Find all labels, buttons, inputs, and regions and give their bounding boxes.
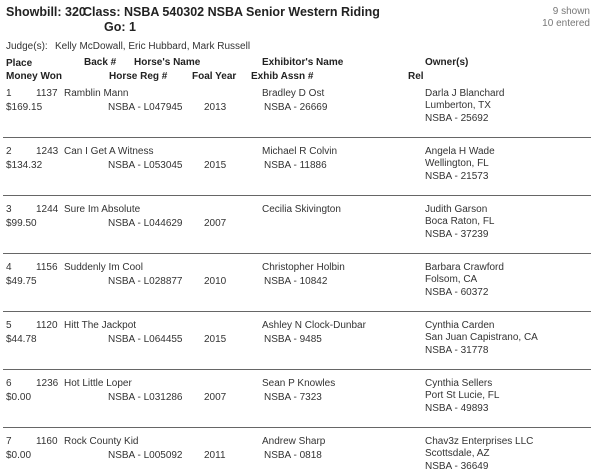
row-place: 6 (6, 378, 12, 389)
col-rel: Rel (408, 71, 424, 82)
row-owner-assn: NSBA - 31778 (425, 345, 489, 356)
row-separator (3, 195, 591, 196)
col-horse-reg: Horse Reg # (109, 71, 168, 82)
row-exhibitor-name: Michael R Colvin (262, 146, 338, 157)
row-exhibitor-name: Bradley D Ost (262, 88, 325, 99)
entered-count: 10 entered (542, 18, 590, 29)
row-exhibitor-name: Christopher Holbin (262, 262, 345, 273)
row-horse-reg: NSBA - L031286 (108, 392, 183, 403)
row-horse-reg: NSBA - L064455 (108, 334, 183, 345)
row-foal-year: 2007 (204, 392, 227, 403)
row-back-number: 1120 (36, 320, 58, 331)
row-owner-city: Wellington, FL (425, 158, 489, 169)
row-separator (3, 369, 591, 370)
judges-label: Judge(s): (6, 41, 48, 52)
col-exhibitor-name: Exhibitor's Name (262, 57, 344, 68)
col-owners: Owner(s) (425, 57, 469, 68)
row-back-number: 1156 (36, 262, 58, 273)
row-place: 1 (6, 88, 12, 99)
row-owner-assn: NSBA - 36649 (425, 461, 489, 472)
shown-count: 9 shown (552, 6, 590, 17)
row-money-won: $99.50 (6, 218, 37, 229)
col-horse-name: Horse's Name (134, 57, 201, 68)
row-horse-name: Ramblin Mann (64, 88, 129, 99)
row-foal-year: 2011 (204, 450, 226, 461)
row-horse-name: Can I Get A Witness (64, 146, 154, 157)
row-exhib-assn: NSBA - 11886 (264, 160, 327, 171)
row-owner-assn: NSBA - 25692 (425, 113, 489, 124)
row-place: 7 (6, 436, 12, 447)
showbill-number: Showbill: 320 (6, 5, 86, 19)
row-exhibitor-name: Sean P Knowles (262, 378, 336, 389)
row-back-number: 1137 (36, 88, 58, 99)
row-owner-city: Scottsdale, AZ (425, 448, 490, 459)
row-horse-name: Rock County Kid (64, 436, 139, 447)
col-money-won: Money Won (6, 71, 62, 82)
row-back-number: 1243 (36, 146, 59, 157)
row-exhib-assn: NSBA - 7323 (264, 392, 322, 403)
row-owner-assn: NSBA - 37239 (425, 229, 489, 240)
row-foal-year: 2007 (204, 218, 227, 229)
row-horse-name: Hitt The Jackpot (64, 320, 137, 331)
row-owner-name: Angela H Wade (425, 146, 495, 157)
row-place: 5 (6, 320, 12, 331)
row-horse-reg: NSBA - L047945 (108, 102, 183, 113)
row-back-number: 1244 (36, 204, 59, 215)
row-owner-name: Darla J Blanchard (425, 88, 505, 99)
row-owner-name: Cynthia Carden (425, 320, 495, 331)
row-owner-city: Folsom, CA (425, 274, 478, 285)
col-place: Place (6, 58, 33, 69)
row-place: 2 (6, 146, 12, 157)
row-horse-reg: NSBA - L005092 (108, 450, 183, 461)
row-money-won: $44.78 (6, 334, 37, 345)
row-owner-name: Chav3z Enterprises LLC (425, 436, 534, 447)
row-owner-city: San Juan Capistrano, CA (425, 332, 538, 343)
row-owner-assn: NSBA - 60372 (425, 287, 489, 298)
row-horse-reg: NSBA - L044629 (108, 218, 183, 229)
row-money-won: $0.00 (6, 450, 32, 461)
col-exhib-assn: Exhib Assn # (251, 71, 314, 82)
row-owner-name: Barbara Crawford (425, 262, 504, 273)
row-separator (3, 137, 591, 138)
row-back-number: 1236 (36, 378, 59, 389)
row-separator (3, 311, 591, 312)
go-number: Go: 1 (104, 20, 136, 34)
row-exhib-assn: NSBA - 26669 (264, 102, 328, 113)
row-exhib-assn: NSBA - 9485 (264, 334, 322, 345)
row-exhib-assn: NSBA - 0818 (264, 450, 322, 461)
judges-names: Kelly McDowall, Eric Hubbard, Mark Russell (55, 41, 251, 52)
row-foal-year: 2015 (204, 334, 227, 345)
row-horse-name: Suddenly Im Cool (64, 262, 143, 273)
row-exhib-assn: NSBA - 10842 (264, 276, 328, 287)
row-exhibitor-name: Ashley N Clock-Dunbar (262, 320, 366, 331)
row-place: 3 (6, 204, 12, 215)
row-owner-name: Cynthia Sellers (425, 378, 493, 389)
row-owner-city: Lumberton, TX (425, 100, 491, 111)
row-owner-assn: NSBA - 21573 (425, 171, 489, 182)
row-separator (3, 253, 591, 254)
row-money-won: $49.75 (6, 276, 37, 287)
col-back: Back # (84, 57, 117, 68)
row-horse-name: Sure Im Absolute (64, 204, 141, 215)
row-separator (3, 427, 591, 428)
col-foal-year: Foal Year (192, 71, 237, 82)
row-exhibitor-name: Andrew Sharp (262, 436, 326, 447)
row-owner-assn: NSBA - 49893 (425, 403, 489, 414)
row-owner-city: Boca Raton, FL (425, 216, 495, 227)
class-title: Class: NSBA 540302 NSBA Senior Western Riding (83, 5, 380, 19)
row-money-won: $0.00 (6, 392, 32, 403)
row-place: 4 (6, 262, 12, 273)
row-foal-year: 2010 (204, 276, 227, 287)
row-money-won: $169.15 (6, 102, 43, 113)
row-horse-reg: NSBA - L028877 (108, 276, 183, 287)
row-owner-name: Judith Garson (425, 204, 488, 215)
row-foal-year: 2015 (204, 160, 227, 171)
row-money-won: $134.32 (6, 160, 43, 171)
row-owner-city: Port St Lucie, FL (425, 390, 500, 401)
row-horse-name: Hot Little Loper (64, 378, 132, 389)
row-foal-year: 2013 (204, 102, 227, 113)
row-exhibitor-name: Cecilia Skivington (262, 204, 341, 215)
row-back-number: 1160 (36, 436, 58, 447)
row-horse-reg: NSBA - L053045 (108, 160, 183, 171)
